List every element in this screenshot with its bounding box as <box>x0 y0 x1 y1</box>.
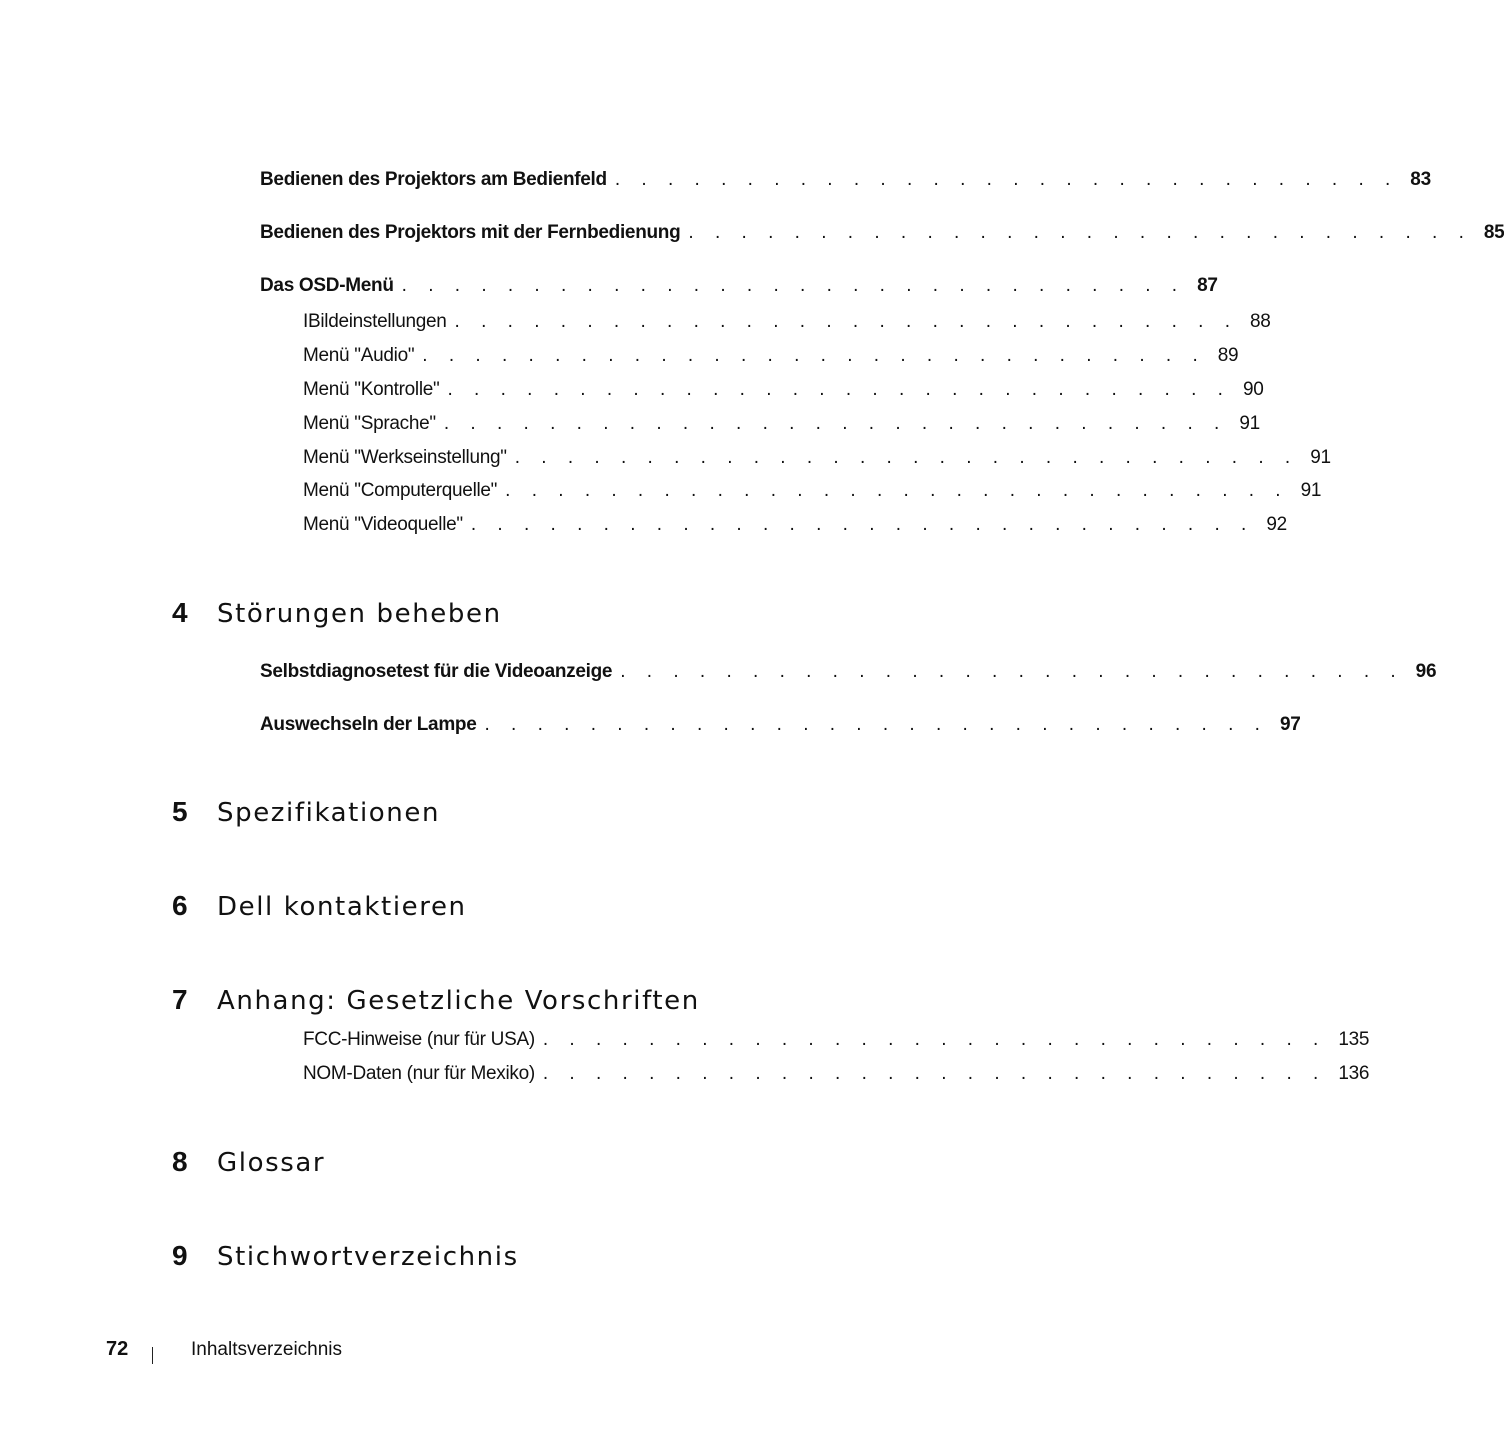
toc-subentry-page: 88 <box>1250 311 1271 332</box>
toc-subentry-page: 136 <box>1338 1063 1370 1084</box>
chapter-number: 5 <box>172 796 188 827</box>
toc-entry[interactable] <box>260 168 1431 192</box>
footer-section-label: Inhaltsverzeichnis <box>191 1339 343 1360</box>
toc-subentry-title: Menü "Audio" <box>303 345 415 366</box>
toc-entry-page: 97 <box>1279 714 1301 735</box>
toc-subentry-title: Menü "Sprache" <box>303 413 436 434</box>
toc-entry[interactable] <box>260 274 1218 298</box>
dot-leader: . . . . . . . . . . . . . . . . . . . . . . . . . . . . . . <box>514 447 1299 468</box>
toc-entry-title: Auswechseln der Lampe <box>260 714 477 735</box>
toc-subentry-page: 89 <box>1217 345 1239 366</box>
dot-leader: . . . . . . . . . . . . . . . . . . . . . . . . . . . . . . <box>454 311 1238 332</box>
dot-leader: . . . . . . . . . . . . . . . . . . . . . . . . . . . . . . <box>505 480 1289 501</box>
chapter-heading[interactable] <box>172 890 467 922</box>
toc-entry[interactable] <box>260 660 1437 684</box>
chapter-title: Glossar <box>217 1148 326 1178</box>
toc-subentry-page: 135 <box>1338 1029 1370 1050</box>
toc-subentry[interactable] <box>303 513 1287 537</box>
toc-subentry[interactable] <box>303 412 1260 436</box>
chapter-heading[interactable] <box>172 597 502 629</box>
chapter-title: Dell kontaktieren <box>217 892 467 922</box>
chapter-number: 8 <box>172 1146 188 1177</box>
toc-entry-page: 85 <box>1483 222 1504 243</box>
dot-leader: . . . . . . . . . . . . . . . . . . . . . . . . . . . . . . <box>447 379 1231 400</box>
toc-subentry-page: 92 <box>1266 514 1287 535</box>
dot-leader: . . . . . . . . . . . . . . . . . . . . . . . . . . . . . . <box>542 1063 1327 1084</box>
chapter-title: Spezifikationen <box>217 798 441 828</box>
dot-leader: . . . . . . . . . . . . . . . . . . . . . . . . . . . . . . <box>470 514 1255 535</box>
chapter-heading[interactable] <box>172 796 440 828</box>
toc-entry-title: Selbstdiagnosetest für die Videoanzeige <box>260 661 613 682</box>
toc-subentry[interactable] <box>303 479 1322 503</box>
chapter-title: Anhang: Gesetzliche Vorschriften <box>217 986 700 1016</box>
toc-entry-page: 87 <box>1197 275 1218 296</box>
dot-leader: . . . . . . . . . . . . . . . . . . . . . . . . . . . . . . <box>620 661 1404 682</box>
chapter-title: Stichwortverzeichnis <box>217 1242 519 1272</box>
toc-subentry[interactable] <box>303 446 1331 470</box>
chapter-heading[interactable] <box>172 1146 325 1178</box>
toc-entry-title: Bedienen des Projektors mit der Fernbedienung <box>260 222 681 243</box>
toc-subentry-title: Menü "Werkseinstellung" <box>303 447 507 468</box>
chapter-number: 4 <box>172 597 188 628</box>
chapter-heading[interactable] <box>172 984 700 1016</box>
toc-subentry-title: IBildeinstellungen <box>303 311 447 332</box>
toc-subentry-title: NOM-Daten (nur für Mexiko) <box>303 1063 535 1084</box>
toc-entry[interactable] <box>260 221 1504 245</box>
toc-subentry[interactable] <box>303 344 1239 368</box>
footer-page-number: 72 <box>106 1338 129 1360</box>
toc-entry-page: 83 <box>1410 169 1431 190</box>
dot-leader: . . . . . . . . . . . . . . . . . . . . . . . . . . . . . . <box>542 1029 1327 1050</box>
toc-subentry-title: Menü "Videoquelle" <box>303 514 463 535</box>
dot-leader: . . . . . . . . . . . . . . . . . . . . . . . . . . . . . . <box>484 714 1268 735</box>
dot-leader: . . . . . . . . . . . . . . . . . . . . . . . . . . . . . . <box>688 222 1472 243</box>
dot-leader: . . . . . . . . . . . . . . . . . . . . . . . . . . . . . . <box>422 345 1206 366</box>
toc-subentry-page: 91 <box>1300 480 1322 501</box>
toc-subentry-page: 91 <box>1239 413 1260 434</box>
toc-subentry-title: Menü "Kontrolle" <box>303 379 440 400</box>
toc-subentry[interactable] <box>303 378 1264 402</box>
chapter-number: 9 <box>172 1240 188 1271</box>
footer-divider <box>152 1347 153 1364</box>
toc-subentry[interactable] <box>303 1028 1370 1052</box>
chapter-number: 6 <box>172 890 188 921</box>
toc-subentry-title: Menü "Computerquelle" <box>303 480 498 501</box>
toc-subentry-page: 90 <box>1242 379 1264 400</box>
toc-entry-title: Das OSD-Menü <box>260 275 394 296</box>
toc-entry[interactable] <box>260 713 1301 737</box>
toc-subentry[interactable] <box>303 1062 1370 1086</box>
dot-leader: . . . . . . . . . . . . . . . . . . . . . . . . . . . . . . <box>401 275 1186 296</box>
chapter-heading[interactable] <box>172 1240 519 1272</box>
toc-entry-title: Bedienen des Projektors am Bedienfeld <box>260 169 607 190</box>
chapter-title: Störungen beheben <box>217 599 502 629</box>
chapter-number: 7 <box>172 984 188 1015</box>
toc-subentry[interactable] <box>303 310 1271 334</box>
toc-subentry-title: FCC-Hinweise (nur für USA) <box>303 1029 535 1050</box>
dot-leader: . . . . . . . . . . . . . . . . . . . . . . . . . . . . . . <box>614 169 1399 190</box>
toc-entry-page: 96 <box>1415 661 1437 682</box>
dot-leader: . . . . . . . . . . . . . . . . . . . . . . . . . . . . . . <box>443 413 1228 434</box>
toc-subentry-page: 91 <box>1310 447 1331 468</box>
